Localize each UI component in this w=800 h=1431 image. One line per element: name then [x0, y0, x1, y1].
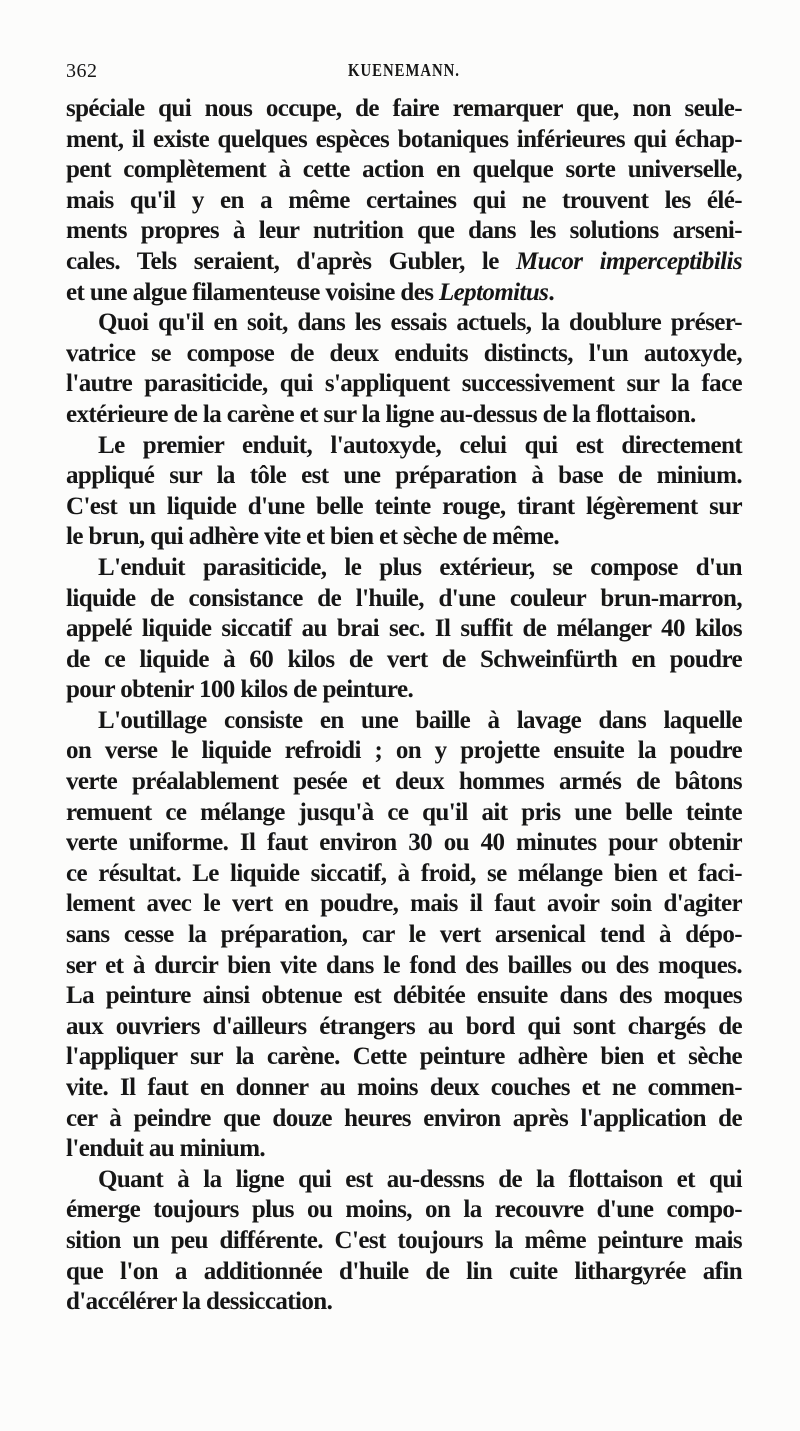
paragraph-1	[66, 94, 742, 308]
text-line-with-italic	[66, 247, 742, 278]
text-line: mais qu'il y en a même certaines qui ne trouvent les élé-	[66, 186, 742, 214]
paragraph-4	[66, 553, 742, 706]
text-line: vite. Il faut en donner au moins deux couches et ne commen-	[66, 1074, 742, 1101]
text-line: ment, il existe quelques espèces botaniques inférieures qui échap-	[66, 125, 742, 153]
paragraph-3	[66, 431, 742, 553]
text-segment: cales. Tels seraient, d'après Gubler, le	[66, 247, 516, 275]
text-line: l'enduit au minium.	[66, 1135, 266, 1163]
page-header	[66, 60, 742, 90]
text-line: appelé liquide siccatif au brai sec. Il suffit de mélanger 40 kilos	[66, 615, 742, 643]
text-line: verte préalablement pesée et deux hommes armés de bâtons	[66, 768, 742, 796]
text-line: extérieure de la carène et sur la ligne au-dessus de la flottaison.	[66, 400, 696, 428]
text-line: Quoi qu'il en soit, dans les essais actuels, la doublure préser-	[98, 309, 742, 337]
text-line: verte uniforme. Il faut environ 30 ou 40 minutes pour obtenir	[66, 829, 742, 857]
body-text	[66, 94, 742, 1318]
text-line: ments propres à leur nutrition que dans les solutions arseni-	[66, 217, 742, 245]
text-line: sition un peu différente. C'est toujours la même peinture mais	[66, 1226, 742, 1254]
text-line: L'enduit parasiticide, le plus extérieur, se compose d'un	[98, 553, 742, 581]
text-segment: et une algue filamenteuse voisine des	[66, 278, 440, 306]
genus-name-leptomitus: Leptomitus	[439, 278, 549, 306]
text-line: vatrice se compose de deux enduits distincts, l'un autoxyde,	[66, 339, 742, 367]
text-line: aux ouvriers d'ailleurs étrangers au bord qui sont chargés de	[66, 1012, 742, 1040]
text-line: émerge toujours plus ou moins, on la recouvre d'une compo-	[66, 1196, 742, 1224]
species-name-mucor: Mucor imperceptibilis	[515, 247, 742, 275]
running-head: KUENEMANN.	[348, 60, 460, 80]
text-line: l'appliquer sur la carène. Cette peinture adhère bien et sèche	[66, 1043, 742, 1071]
text-line: spéciale qui nous occupe, de faire remarquer que, non seule-	[66, 95, 742, 122]
text-line: lement avec le vert en poudre, mais il faut avoir soin d'agiter	[66, 890, 742, 918]
text-line: cer à peindre que douze heures environ après l'application de	[66, 1104, 742, 1132]
text-line: C'est un liquide d'une belle teinte rouge, tirant légèrement sur	[66, 492, 742, 520]
text-line: que l'on a additionnée d'huile de lin cuite lithargyrée afin	[66, 1257, 742, 1285]
text-line: remuent ce mélange jusqu'à ce qu'il ait pris une belle teinte	[66, 798, 742, 826]
text-line: l'autre parasiticide, qui s'appliquent successivement sur la face	[66, 370, 742, 398]
text-line: de ce liquide à 60 kilos de vert de Schweinfürth en poudre	[66, 645, 742, 673]
text-line: L'outillage consiste en une baille à lavage dans laquelle	[98, 706, 742, 734]
text-line: on verse le liquide refroidi ; on y projette ensuite la poudre	[66, 737, 742, 765]
paragraph-5	[66, 706, 742, 1165]
text-line: sans cesse la préparation, car le vert arsenical tend à dépo-	[66, 921, 742, 949]
text-line: ser et à durcir bien vite dans le fond des bailles ou des moques.	[66, 951, 742, 979]
text-line: Le premier enduit, l'autoxyde, celui qui est directement	[98, 431, 742, 459]
text-line: La peinture ainsi obtenue est débitée ensuite dans des moques	[66, 982, 742, 1010]
paragraph-6	[66, 1165, 742, 1318]
text-segment: .	[548, 278, 554, 306]
text-line: d'accélérer la dessiccation.	[66, 1288, 333, 1316]
text-line: liquide de consistance de l'huile, d'une couleur brun-marron,	[66, 584, 742, 612]
text-line: pour obtenir 100 kilos de peinture.	[66, 676, 414, 704]
text-line: ce résultat. Le liquide siccatif, à froid, se mélange bien et faci-	[66, 859, 742, 887]
text-line: pent complètement à cette action en quelque sorte universelle,	[66, 156, 742, 184]
paragraph-2	[66, 308, 742, 430]
text-line: Quant à la ligne qui est au-dessns de la flottaison et qui	[98, 1165, 742, 1193]
text-line-with-italic	[66, 278, 742, 309]
page-number: 362	[66, 60, 98, 82]
text-line: appliqué sur la tôle est une préparation à base de minium.	[66, 462, 742, 490]
text-line: le brun, qui adhère vite et bien et sèche de même.	[66, 523, 560, 551]
